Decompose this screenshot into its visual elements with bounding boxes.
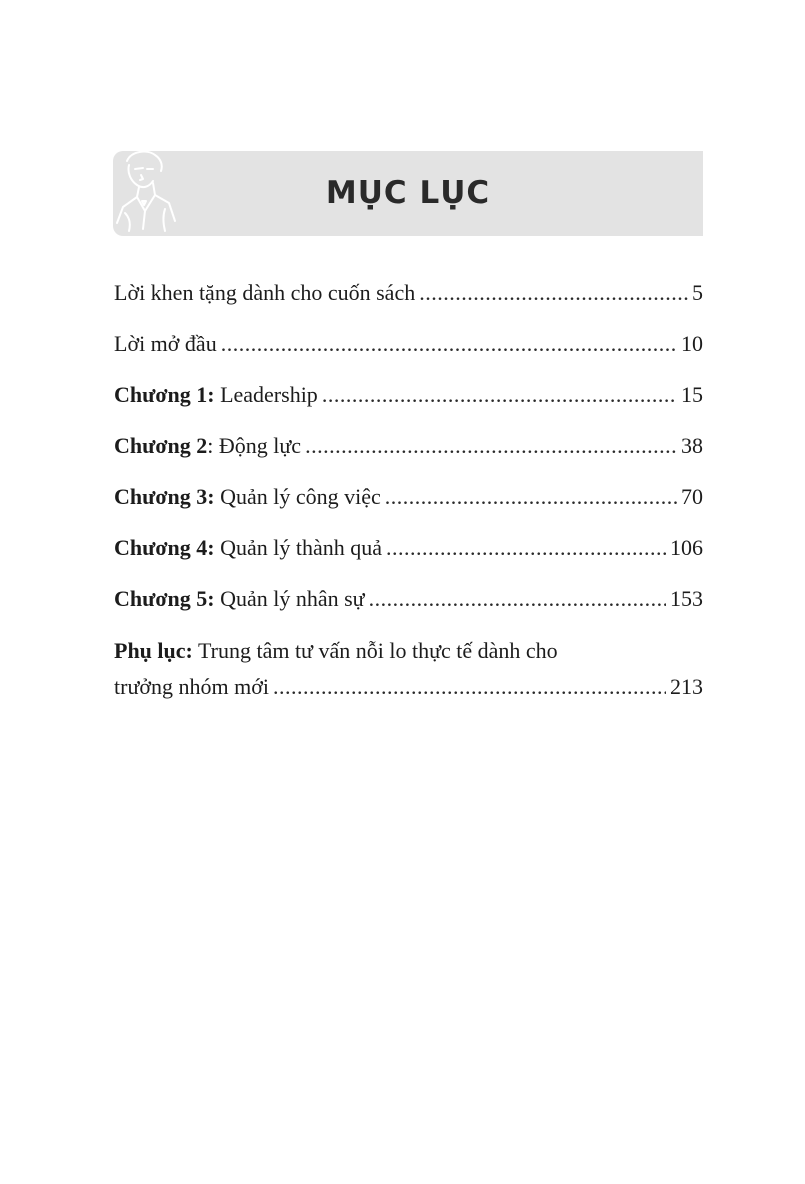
toc-entry-label: Lời khen tặng dành cho cuốn sách (114, 280, 416, 305)
toc-chapter-prefix: Chương 5: (114, 586, 215, 611)
toc-entry-chapter-1[interactable] (114, 378, 703, 429)
toc-entry-label: Chương 5: Quản lý nhân sự (114, 586, 365, 611)
toc-entry-label: Lời mở đầu (114, 331, 217, 356)
toc-entry-label-continued: trưởng nhóm mới (114, 674, 269, 699)
toc-dot-leader (385, 480, 677, 513)
toc-header-band (113, 151, 703, 236)
toc-chapter-prefix: Phụ lục: (114, 638, 193, 663)
toc-page-number: 70 (681, 484, 703, 509)
toc-dot-leader (369, 582, 666, 615)
toc-entry-label: Phụ lục: Trung tâm tư vấn nỗi lo thực tế dành cho (114, 638, 558, 663)
toc-dot-leader (322, 378, 677, 411)
toc-dot-leader (419, 276, 688, 309)
toc-entry-chapter-4[interactable] (114, 531, 703, 582)
toc-entry-label: Chương 1: Leadership (114, 382, 318, 407)
toc-page-number: 153 (670, 586, 703, 611)
toc-dot-leader (305, 429, 677, 462)
toc-page-number: 38 (681, 433, 703, 458)
toc-dot-leader (386, 531, 666, 564)
toc-chapter-prefix: Chương 1: (114, 382, 215, 407)
toc-entry-chapter-5[interactable] (114, 582, 703, 633)
toc-entry-label: Chương 4: Quản lý thành quả (114, 535, 382, 560)
toc-entry-appendix[interactable] (114, 633, 703, 705)
toc-entry-chapter-3[interactable] (114, 480, 703, 531)
toc-dot-leader (221, 327, 677, 360)
toc-page-number: 213 (670, 674, 703, 699)
toc-page-number: 15 (681, 382, 703, 407)
toc-entry-label: Chương 3: Quản lý công việc (114, 484, 381, 509)
toc-page-number: 106 (670, 535, 703, 560)
toc-chapter-prefix: Chương 3: (114, 484, 215, 509)
toc-entry-praise[interactable] (114, 276, 703, 327)
toc-entry-preface[interactable] (114, 327, 703, 378)
toc-entry-chapter-2[interactable] (114, 429, 703, 480)
toc-dot-leader (273, 669, 666, 705)
toc-entry-continuation (114, 669, 703, 705)
table-of-contents (114, 276, 703, 705)
toc-page-number: 10 (681, 331, 703, 356)
toc-chapter-prefix: Chương 2 (114, 433, 208, 458)
toc-page-number: 5 (692, 280, 703, 305)
page-title: MỤC LỤC (325, 175, 491, 211)
toc-chapter-prefix: Chương 4: (114, 535, 215, 560)
toc-entry-label: Chương 2: Động lực (114, 433, 302, 458)
